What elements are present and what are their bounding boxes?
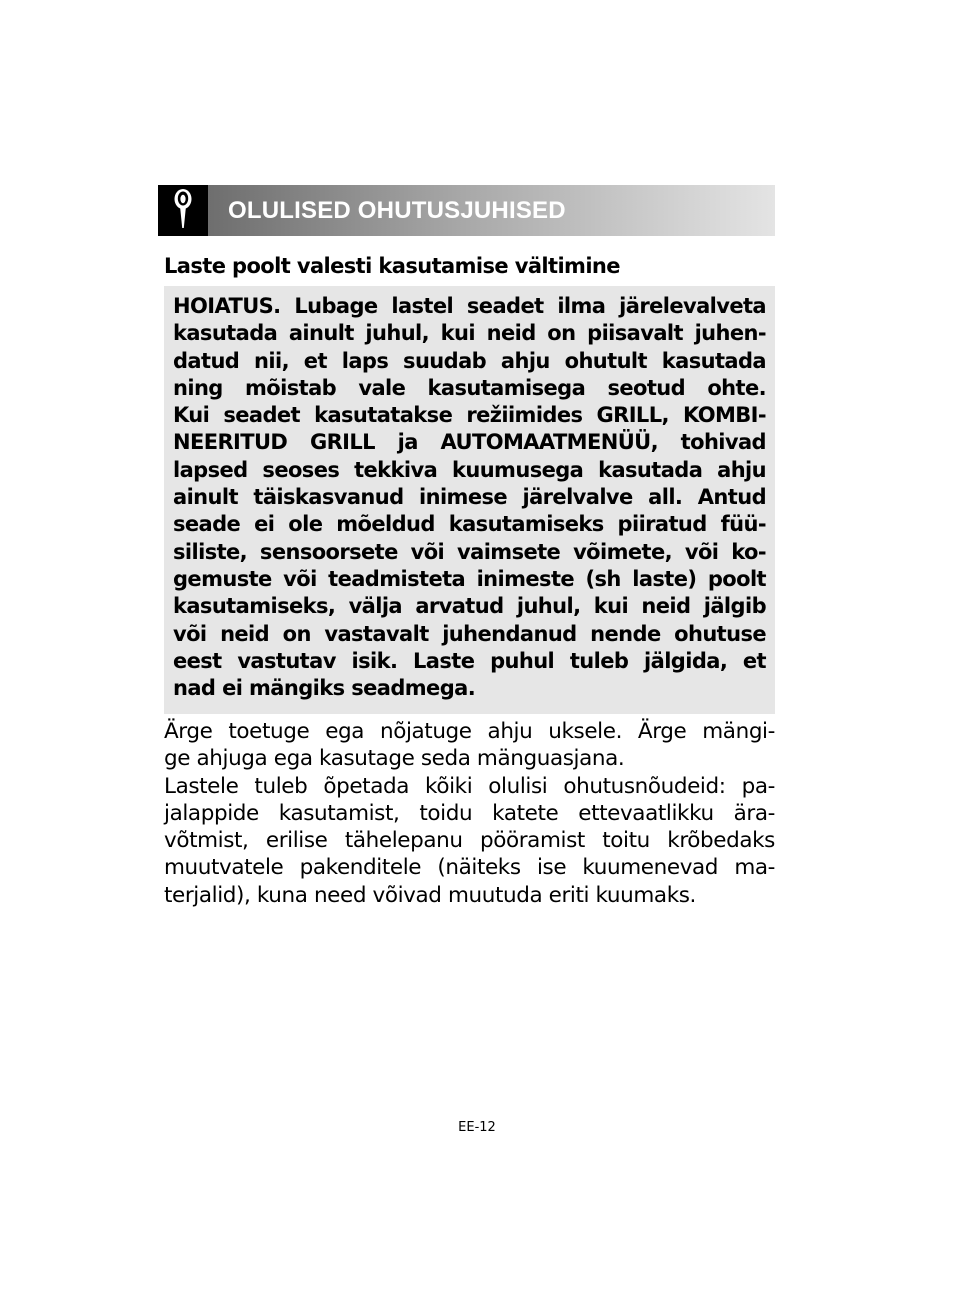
page-number: EE-12: [458, 1120, 496, 1135]
warning-line: HOIATUS. Lubage lastel seadet ilma järelevalveta: [173, 294, 766, 318]
warning-line: gemuste või teadmisteta inimeste (sh laste) poolt: [173, 566, 766, 591]
warning-line: ainult täiskasvanud inimese järelvalve all. Antud: [173, 485, 766, 510]
body-line: Ärge toetuge ega nõjatuge ahju uksele. Ärge mängi-: [164, 719, 775, 744]
body-line: ge ahjuga ega kasutage seda mänguasjana.: [164, 746, 625, 772]
body-line: Lastele tuleb õpetada kõiki olulisi ohutusnõudeid: pa-: [164, 773, 775, 799]
warning-line: kasutada ainult juhul, kui neid on piisavalt juhen-: [173, 321, 766, 346]
warning-line: NEERITUD GRILL ja AUTOMAATMENÜÜ, tohivad: [173, 430, 766, 455]
header-icon-box: [158, 185, 208, 236]
warning-line: seade ei ole mõeldud kasutamiseks piiratud füü-: [173, 512, 766, 537]
body-line: võtmist, erilise tähelepanu pööramist toitu krõbedaks: [164, 828, 775, 854]
warning-line: Kui seadet kasutatakse režiimides GRILL, KOMBI-: [173, 403, 766, 428]
body-text: [164, 718, 775, 909]
body-line: muutvatele pakenditele (näiteks ise kuumenevad ma-: [164, 855, 775, 881]
warning-line: või neid on vastavalt juhendanud nende ohutuse: [173, 621, 766, 646]
section-header: [158, 185, 775, 236]
warning-line: eest vastutav isik. Laste puhul tuleb jälgida, et: [173, 648, 766, 673]
warning-line: lapsed seoses tekkiva kuumusega kasutada ahju: [173, 457, 766, 482]
body-line: jalappide kasutamist, toidu katete ettevaatlikku ära-: [164, 800, 775, 826]
warning-line: nad ei mängiks seadmega.: [173, 676, 476, 701]
section-title: Laste poolt valesti kasutamise vältimine: [164, 254, 620, 278]
warning-line: siliste, sensoorsete või vaimsete võimete, või ko-: [173, 539, 766, 564]
info-spoon-icon: [170, 188, 196, 234]
warning-line: ning mõistab vale kasutamisega seotud ohte.: [173, 375, 766, 400]
header-title-box: [208, 185, 775, 236]
header-title: OLULISED OHUTUSJUHISED: [228, 196, 566, 224]
warning-line: datud nii, et laps suudab ahju ohutult kasutada: [173, 348, 766, 373]
body-line: terjalid), kuna need võivad muutuda eriti kuumaks.: [164, 882, 696, 908]
warning-box: [164, 286, 775, 714]
warning-line: kasutamiseks, välja arvatud juhul, kui neid jälgib: [173, 594, 766, 619]
